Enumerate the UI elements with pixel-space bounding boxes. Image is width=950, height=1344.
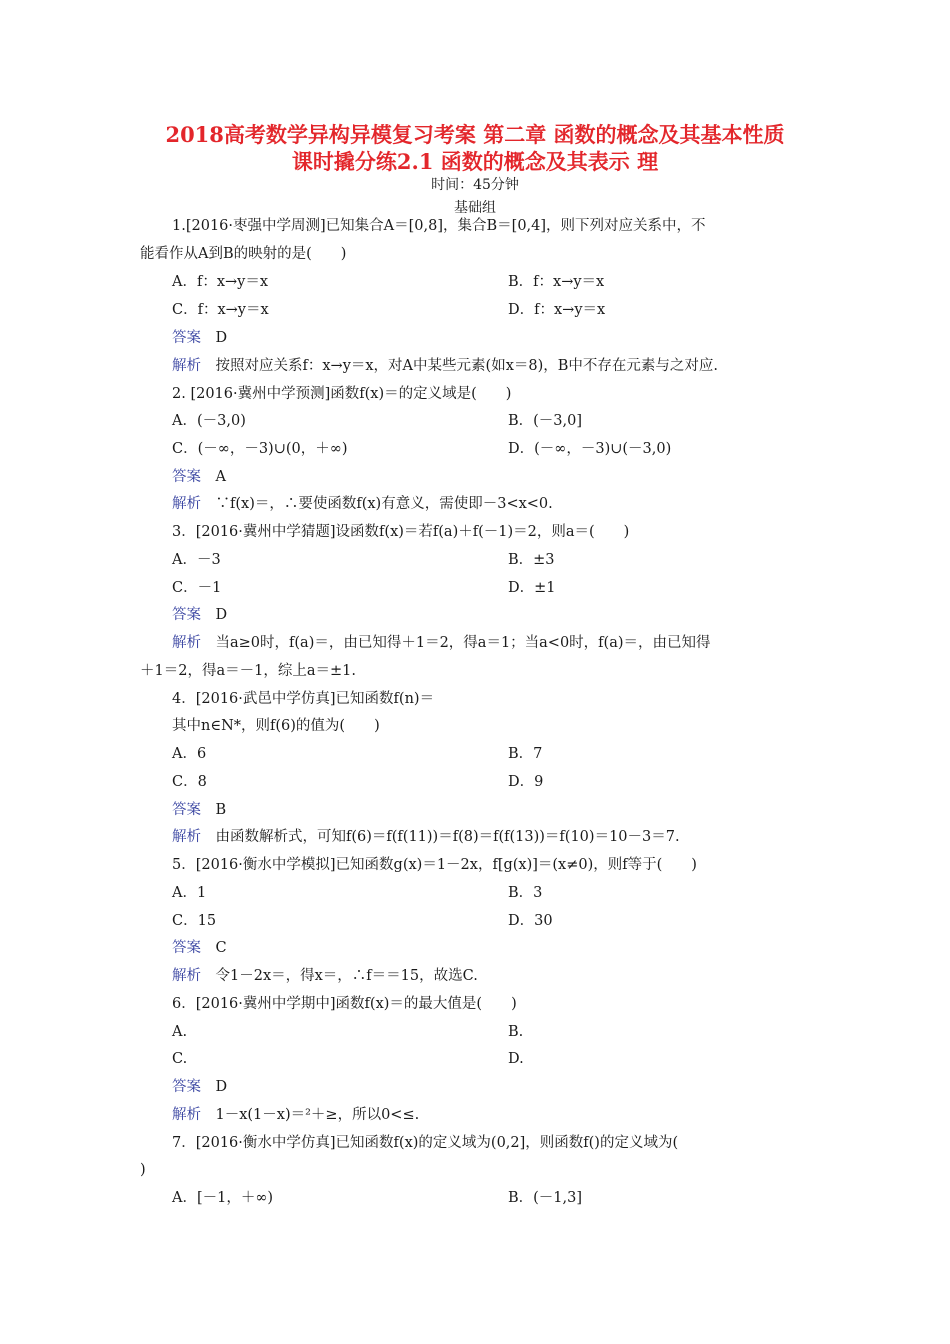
answer-value: D — [215, 607, 228, 623]
q2-option-d: D．(－∞，－3)∪(－3,0) — [508, 441, 672, 457]
answer-value: B — [215, 802, 227, 818]
q5-answer — [172, 938, 227, 958]
explanation-label: 解析 — [172, 635, 201, 651]
q4-option-a: A．6 — [172, 746, 207, 762]
answer-label: 答案 — [172, 802, 201, 818]
q2-option-b: B．(－3,0] — [508, 413, 583, 429]
q1-option-d: D．f：x→y＝x — [508, 302, 606, 318]
q2-answer — [172, 467, 226, 487]
answer-label: 答案 — [172, 1079, 201, 1095]
section-heading: 基础组 — [454, 200, 496, 216]
q2-stem: 2. [2016·冀州中学预测]函数f(x)＝的定义域是( ) — [172, 386, 512, 402]
q4-option-b: B．7 — [508, 746, 543, 762]
q7-option-b: B．(－1,3] — [508, 1190, 583, 1206]
q4-stem-line2: 其中n∈N*，则f(6)的值为( ) — [172, 718, 380, 734]
q5-option-c: C．15 — [172, 913, 217, 929]
q4-answer — [172, 800, 226, 820]
time-limit: 时间：45分钟 — [431, 177, 519, 193]
q4-stem-line1: 4．[2016·武邑中学仿真]已知函数f(n)＝ — [172, 691, 435, 707]
answer-label: 答案 — [172, 607, 201, 623]
q3-stem: 3．[2016·冀州中学猜题]设函数f(x)＝若f(a)＋f(－1)＝2，则a＝( ) — [172, 524, 630, 540]
q5-option-a: A．1 — [172, 885, 207, 901]
answer-value: A — [215, 469, 226, 485]
q6-option-c: C. — [172, 1051, 188, 1067]
answer-label: 答案 — [172, 469, 201, 485]
q6-answer — [172, 1077, 227, 1097]
explanation-text: 1－x(1－x)＝²＋≥，所以0<≤. — [215, 1107, 420, 1123]
explanation-label: 解析 — [172, 496, 201, 512]
q7-option-a: A．[－1，＋∞) — [172, 1190, 274, 1206]
explanation-label: 解析 — [172, 1107, 201, 1123]
q1-explanation — [172, 356, 718, 376]
q1-stem-line2: 能看作从A到B的映射的是( ) — [140, 246, 347, 262]
q6-explanation — [172, 1105, 419, 1125]
q6-option-b: B. — [508, 1024, 524, 1040]
doc-title-line1: 2018高考数学异构异模复习考案 第二章 函数的概念及其基本性质 — [165, 122, 785, 147]
answer-value: C — [215, 940, 227, 956]
explanation-label: 解析 — [172, 829, 201, 845]
q5-option-d: D．30 — [508, 913, 553, 929]
q4-option-d: D．9 — [508, 774, 544, 790]
answer-value: D — [215, 1079, 228, 1095]
q1-answer — [172, 328, 227, 348]
q3-option-a: A．－3 — [172, 552, 221, 568]
q3-option-b: B．±3 — [508, 552, 555, 568]
explanation-label: 解析 — [172, 968, 201, 984]
explanation-text: 按照对应关系f：x→y＝x，对A中某些元素(如x＝8)，B中不存在元素与之对应. — [215, 358, 719, 374]
q3-explanation-line1 — [172, 633, 711, 653]
q6-stem: 6．[2016·冀州中学期中]函数f(x)＝的最大值是( ) — [172, 996, 517, 1012]
q6-option-a: A. — [172, 1024, 188, 1040]
doc-title-line2: 课时撬分练2.1 函数的概念及其表示 理 — [291, 149, 659, 174]
q5-option-b: B．3 — [508, 885, 543, 901]
q3-answer — [172, 605, 227, 625]
answer-label: 答案 — [172, 330, 201, 346]
q3-explanation-line2: ＋1＝2，得a＝－1，综上a＝±1. — [140, 663, 356, 679]
q1-option-a: A．f：x→y＝x — [172, 274, 269, 290]
explanation-text: 当a≥0时，f(a)＝，由已知得＋1＝2，得a＝1；当a<0时，f(a)＝，由已知得 — [215, 635, 711, 651]
answer-value: D — [215, 330, 228, 346]
q5-explanation — [172, 966, 478, 986]
q2-option-c: C．(－∞，－3)∪(0，＋∞) — [172, 441, 348, 457]
q4-explanation — [172, 827, 680, 847]
q2-explanation — [172, 494, 553, 514]
q7-stem-line2: ) — [140, 1162, 146, 1178]
explanation-text: ∵f(x)＝，∴要使函数f(x)有意义，需使即－3<x<0. — [215, 496, 553, 512]
q1-option-c: C．f：x→y＝x — [172, 302, 269, 318]
q3-option-d: D．±1 — [508, 580, 556, 596]
q5-stem: 5．[2016·衡水中学模拟]已知函数g(x)＝1－2x，f[g(x)]＝(x≠0)，则f等于( ) — [172, 857, 697, 873]
answer-label: 答案 — [172, 940, 201, 956]
q1-stem-line1: 1.[2016·枣强中学周测]已知集合A＝[0,8]，集合B＝[0,4]，则下列对应关系中，不 — [172, 218, 706, 234]
q1-option-b: B．f：x→y＝x — [508, 274, 605, 290]
q7-stem-line1: 7．[2016·衡水中学仿真]已知函数f(x)的定义域为(0,2]，则函数f()的定义域为( — [172, 1135, 679, 1151]
q4-option-c: C．8 — [172, 774, 207, 790]
q3-option-c: C．－1 — [172, 580, 222, 596]
explanation-text: 由函数解析式，可知f(6)＝f(f(11))＝f(8)＝f(f(13))＝f(10)＝10－3＝7. — [215, 829, 680, 845]
explanation-label: 解析 — [172, 358, 201, 374]
q2-option-a: A．(－3,0) — [172, 413, 246, 429]
q6-option-d: D. — [508, 1051, 524, 1067]
explanation-text: 令1－2x＝，得x＝，∴f＝＝15，故选C. — [215, 968, 478, 984]
